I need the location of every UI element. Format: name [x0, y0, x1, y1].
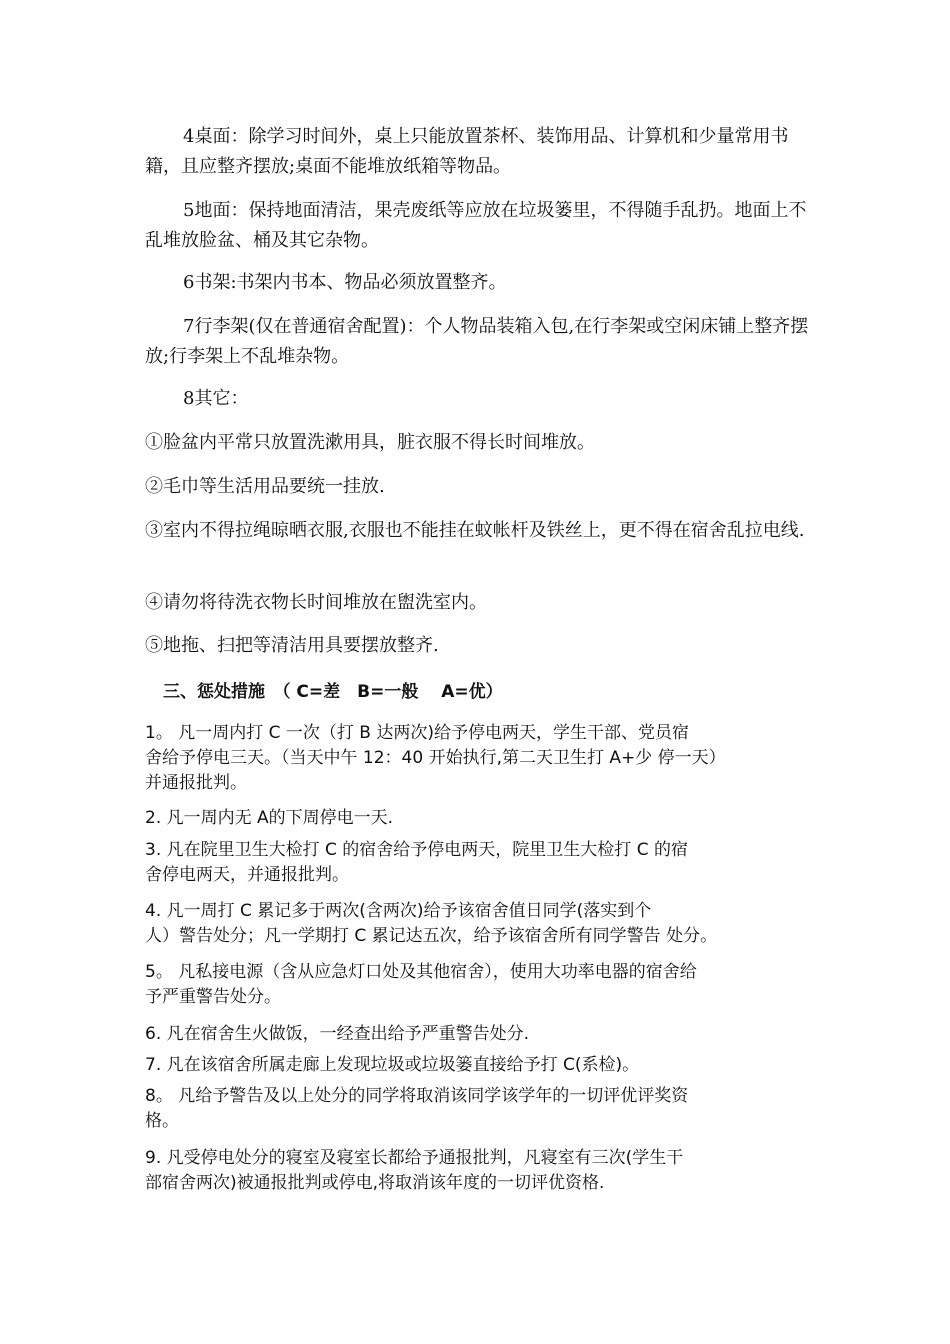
- penalty-line: 格。: [145, 1111, 179, 1131]
- penalty-item-4: [145, 899, 785, 949]
- penalty-item-7: [145, 1053, 785, 1078]
- penalty-line: 5。 凡私接电源（含从应急灯口处及其他宿舍），使用大功率电器的宿舍给: [145, 962, 697, 982]
- penalty-line: 并通报批判。: [145, 773, 247, 793]
- penalty-item-2: [145, 806, 785, 831]
- rule-floor: 5地面：保持地面清洁，果壳废纸等应放在垃圾篓里，不得随手乱扔。地面上不乱堆放脸盆、桶及其它杂物。: [145, 200, 807, 251]
- penalty-item-1: [145, 721, 785, 796]
- other-item-2: ②毛巾等生活用品要统一挂放.: [145, 476, 385, 497]
- penalty-line: 2. 凡一周内无 A的下周停电一天.: [145, 808, 394, 828]
- penalty-item-9: [145, 1146, 785, 1196]
- penalty-line: 部宿舍两次)被通报批判或停电,将取消该年度的一切评优资格.: [145, 1173, 605, 1193]
- penalty-item-8: [145, 1084, 785, 1134]
- penalty-item-6: [145, 1022, 785, 1047]
- penalty-line: 舍给予停电三天。（当天中午 12：40 开始执行,第二天卫生打 A+少 停一天）: [145, 748, 726, 768]
- penalty-line: 7. 凡在该宿舍所属走廊上发现垃圾或垃圾篓直接给予打 C(系检)。: [145, 1055, 640, 1075]
- penalty-line: 6. 凡在宿舍生火做饭，一经查出给予严重警告处分.: [145, 1024, 530, 1044]
- rule-luggage-rack: 7行李架(仅在普通宿舍配置)：个人物品装箱入包,在行李架或空闲床铺上整齐摆放;行李架上不乱堆杂物。: [145, 316, 809, 367]
- other-item-3: ③室内不得拉绳晾晒衣服,衣服也不能挂在蚊帐杆及铁丝上，更不得在宿舍乱拉电线.: [145, 520, 805, 541]
- penalty-item-5: [145, 960, 785, 1010]
- other-item-1: ①脸盆内平常只放置洗漱用具，脏衣服不得长时间堆放。: [145, 432, 595, 453]
- other-item-5: ⑤地拖、扫把等清洁用具要摆放整齐.: [145, 635, 439, 656]
- penalty-line: 4. 凡一周打 C 累记多于两次(含两次)给予该宿舍值日同学(落实到个: [145, 901, 652, 921]
- rule-other-title: 8其它：: [183, 388, 249, 409]
- penalties-heading: 三、惩处措施 （ C=差 B=一般 A=优）: [163, 682, 503, 702]
- penalty-line: 人）警告处分；凡一学期打 C 累记达五次，给予该宿舍所有同学警告 处分。: [145, 926, 718, 946]
- penalty-line: 8。 凡给予警告及以上处分的同学将取消该同学该学年的一切评优评奖资: [145, 1086, 689, 1106]
- penalty-line: 9. 凡受停电处分的寝室及寝室长都给予通报批判，凡寝室有三次(学生干: [145, 1148, 684, 1168]
- penalty-line: 3. 凡在院里卫生大检打 C 的宿舍给予停电两天，院里卫生大检打 C 的宿: [145, 840, 688, 860]
- rule-bookshelf: 6书架:书架内书本、物品必须放置整齐。: [183, 272, 507, 293]
- rule-desk: 4桌面：除学习时间外，桌上只能放置茶杯、装饰用品、计算机和少量常用书籍，且应整齐摆放;桌面不能堆放纸箱等物品。: [145, 126, 789, 177]
- penalty-line: 予严重警告处分。: [145, 987, 281, 1007]
- other-item-4: ④请勿将待洗衣物长时间堆放在盥洗室内。: [145, 592, 487, 613]
- penalty-item-3: [145, 838, 785, 888]
- penalty-line: 1。 凡一周内打 C 一次（打 B 达两次)给予停电两天，学生干部、党员宿: [145, 723, 689, 743]
- penalty-line: 舍停电两天，并通报批判。: [145, 865, 349, 885]
